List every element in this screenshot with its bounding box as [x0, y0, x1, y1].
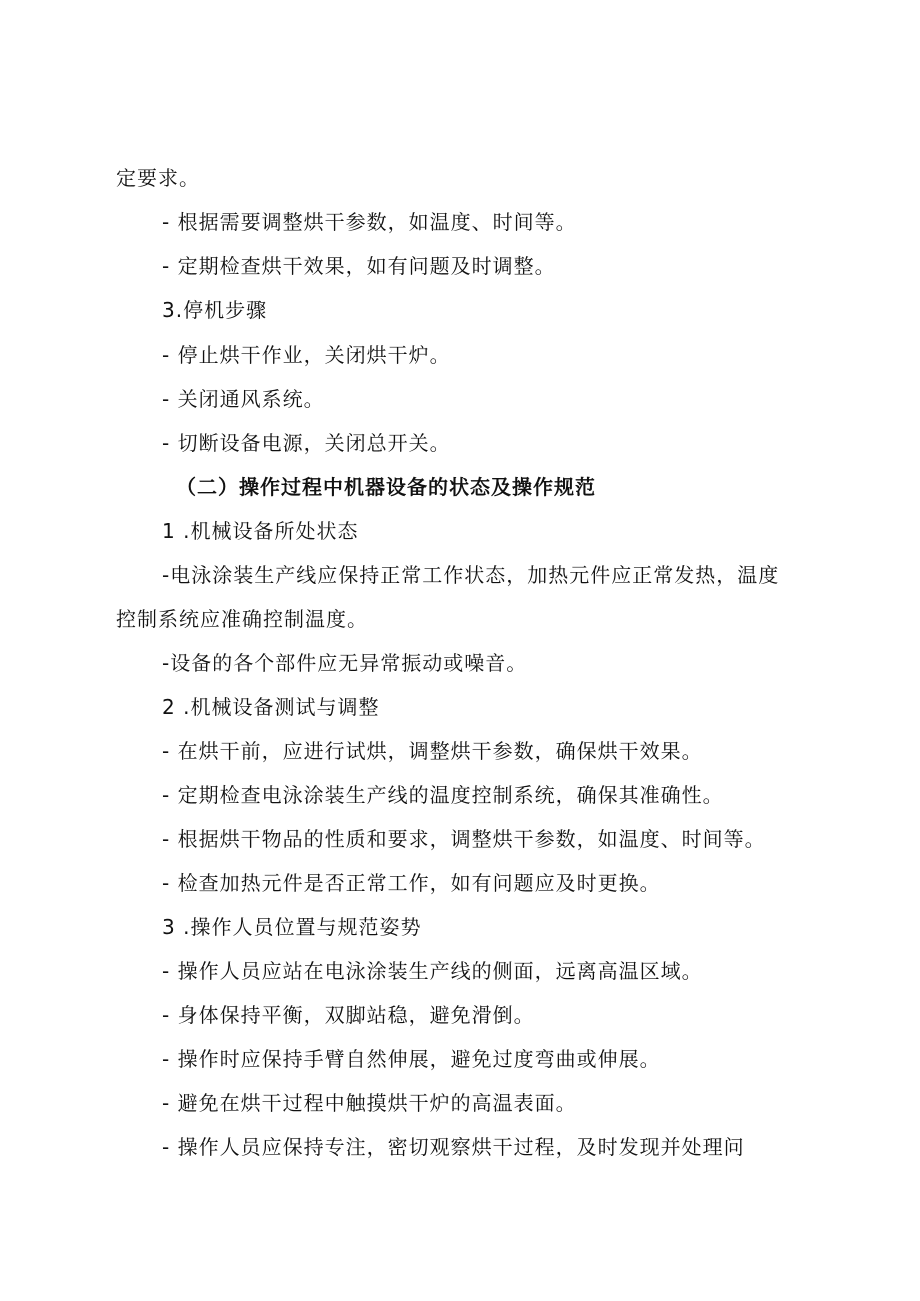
list-item: - 在烘干前，应进行试烘，调整烘干参数，确保烘干效果。	[162, 739, 703, 763]
list-item: - 避免在烘干过程中触摸烘干炉的高温表面。	[162, 1091, 577, 1115]
list-item: - 关闭通风系统。	[162, 387, 325, 411]
subsection-title: 3 .操作人员位置与规范姿势	[162, 915, 422, 939]
list-item: - 根据烘干物品的性质和要求，调整烘干参数，如温度、时间等。	[162, 827, 766, 851]
section-heading: （二）操作过程中机器设备的状态及操作规范	[176, 475, 596, 499]
list-item: - 操作人员应站在电泳涂装生产线的侧面，远离高温区域。	[162, 959, 703, 983]
list-item: - 操作时应保持手臂自然伸展，避免过度弯曲或伸展。	[162, 1047, 661, 1071]
list-item: - 检查加热元件是否正常工作，如有问题应及时更换。	[162, 871, 661, 895]
list-item: - 切断设备电源，关闭总开关。	[162, 431, 451, 455]
list-item: - 定期检查烘干效果，如有问题及时调整。	[162, 254, 556, 278]
paragraph-continuation: 定要求。	[116, 166, 200, 190]
list-item: - 身体保持平衡，双脚站稳，避免滑倒。	[162, 1003, 535, 1027]
subsection-title: 3.停机步骤	[162, 298, 268, 322]
paragraph-continuation: 控制系统应准确控制温度。	[116, 607, 368, 631]
list-item: -电泳涂装生产线应保持正常工作状态，加热元件应正常发热，温度	[162, 563, 780, 587]
subsection-title: 1 .机械设备所处状态	[162, 519, 359, 543]
list-item: - 根据需要调整烘干参数，如温度、时间等。	[162, 210, 577, 234]
list-item: - 操作人员应保持专注，密切观察烘干过程，及时发现并处理问	[162, 1135, 745, 1159]
subsection-title: 2 .机械设备测试与调整	[162, 695, 380, 719]
list-item: - 定期检查电泳涂装生产线的温度控制系统，确保其准确性。	[162, 783, 724, 807]
list-item: - 停止烘干作业，关闭烘干炉。	[162, 343, 451, 367]
list-item: -设备的各个部件应无异常振动或噪音。	[162, 651, 528, 675]
